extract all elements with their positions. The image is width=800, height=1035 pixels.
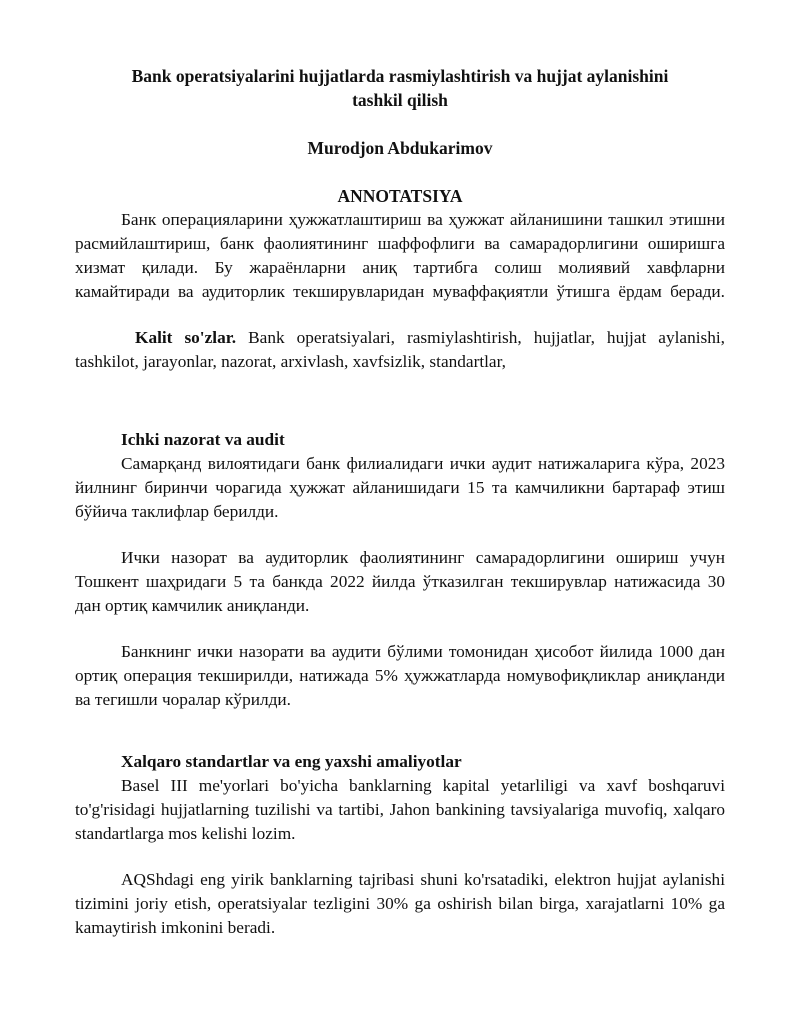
keywords-label: Kalit so'zlar. — [135, 328, 237, 347]
section1-paragraph-3: Банкнинг ички назорати ва аудити бўлими томонидан ҳисобот йилида 1000 дан ортиқ операция текширилди, натижада 5% ҳужжатларда номувофиқликлар аниқланди ва тегишли чоралар кўрилди. — [75, 642, 725, 709]
keywords-text: Bank operatsiyalari, rasmiylashtirish, hujjatlar, hujjat aylanishi, tashkilot, jarayonlar, nazorat, arxivlash, xavfsizlik, standartlar, — [75, 328, 726, 371]
section1-paragraph-2: Ички назорат ва аудиторлик фаолиятининг самарадорлигини ошириш учун Тошкент шаҳридаги 5 та банкда 2022 йилда ўтказилган текширувлар натижасида 30 дан ортиқ камчилик аниқланди. — [75, 548, 725, 615]
section2-paragraph-2: AQShdagi eng yirik banklarning tajribasi shuni ko'rsatadiki, elektron hujjat aylanishi tizimini joriy etish, operatsiyalar tezligini 30% ga oshirish bilan birga, xarajatlarni 10% ga kamaytirish imkonini beradi. — [75, 870, 725, 937]
section2-paragraph-1: Basel III me'yorlari bo'yicha banklarning kapital yetarliligi va xavf boshqaruvi to'g'risidagi hujjatlarning tuzilishi va tartibi, Jahon bankining tavsiyalariga muvofiq, xalqaro standartlarga mos kelishi lozim. — [75, 776, 725, 843]
document-title: Bank operatsiyalarini hujjatlarda rasmiylashtirish va hujjat aylanishini tashkil qilish — [131, 66, 669, 110]
author-name: Murodjon Abdukarimov — [307, 138, 493, 158]
abstract-heading: ANNOTATSIYA — [337, 186, 463, 206]
section1-paragraph-1: Самарқанд вилоятидаги банк филиалидаги ички аудит натижаларига кўра, 2023 йилнинг биринчи чорагида ҳужжат айланишидаги 15 та камчиликни бартараф этиш бўйича таклифлар берилди. — [75, 454, 725, 521]
section-heading-internal-control: Ichki nazorat va audit — [121, 430, 285, 449]
abstract-text: Банк операцияларини ҳужжатлаштириш ва ҳужжат айланишини ташкил этишни расмийлаштириш, банк фаолиятининг шаффофлиги ва самарадорлигини оширишга хизмат қилади. Бу жараёнларни аниқ тартибга солиш молиявий хавфларни камайтиради ва аудиторлик текширувларидан муваффақиятли ўтишга ёрдам беради. — [75, 210, 725, 301]
keywords-paragraph — [75, 326, 725, 374]
section-heading-international-standards: Xalqaro standartlar va eng yaxshi amaliyotlar — [121, 752, 462, 771]
